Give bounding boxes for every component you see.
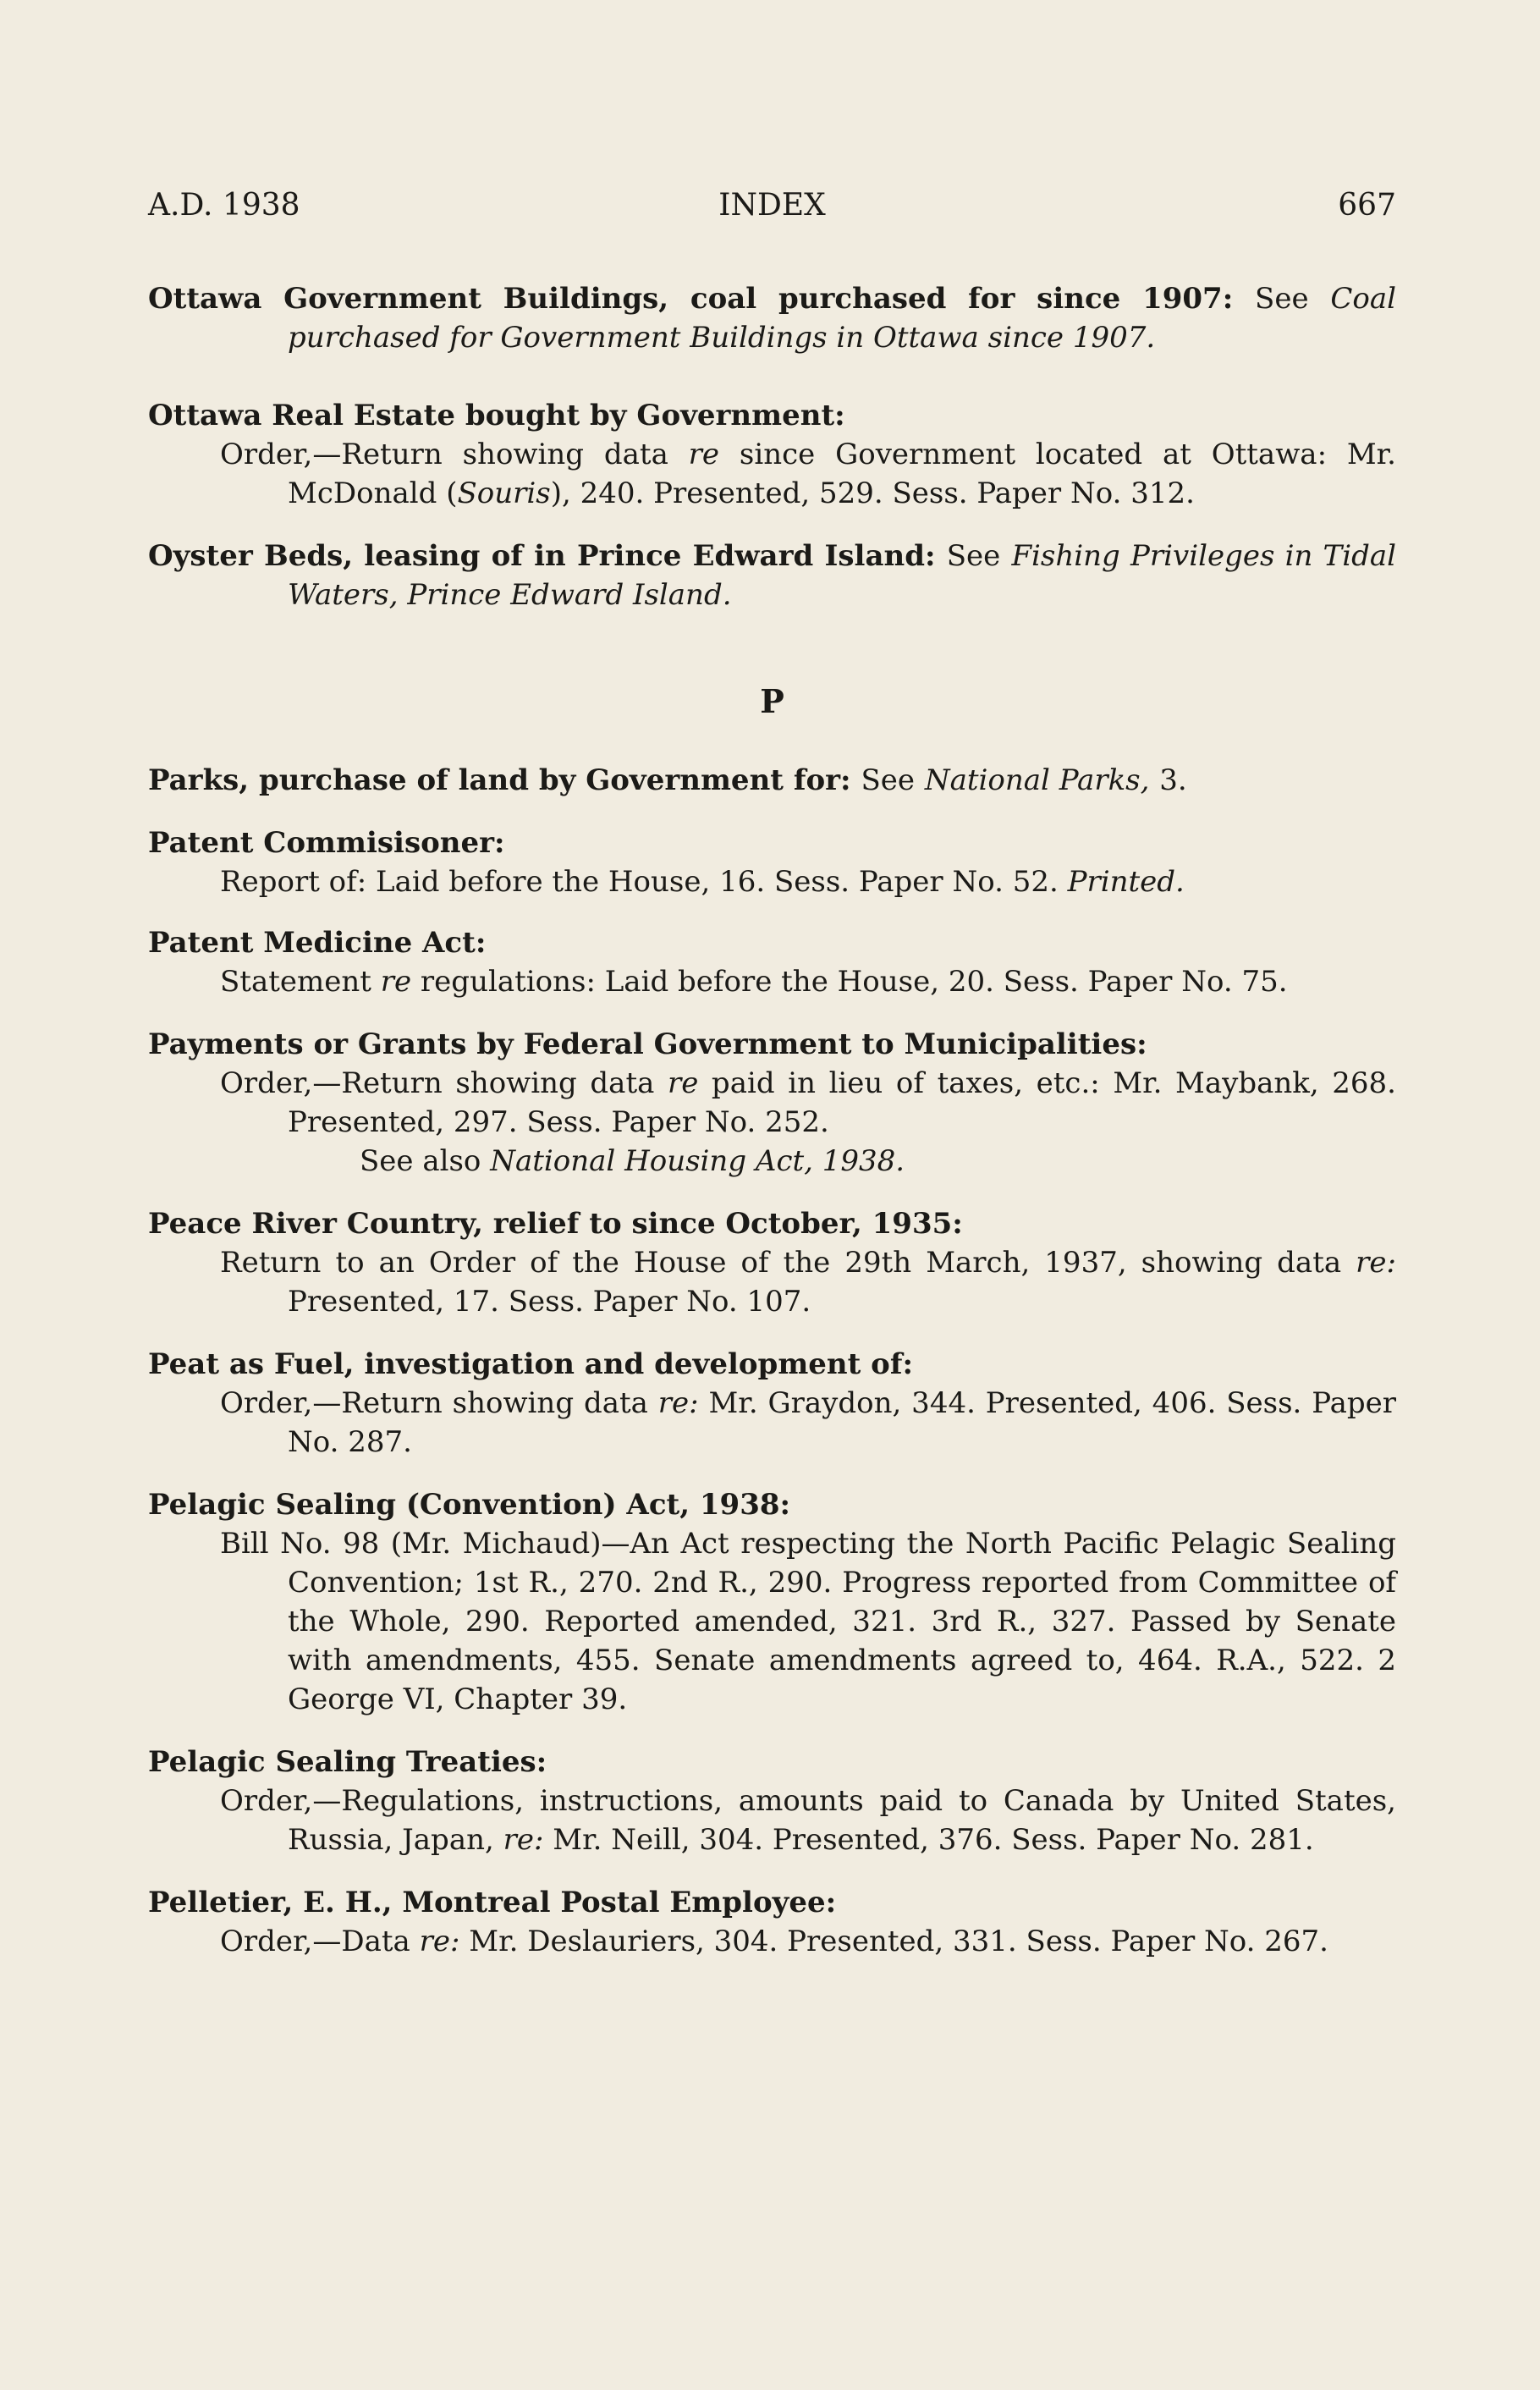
cross-reference: Coal purchased for Government Buildings in Ottawa since 1907. — [288, 282, 1396, 355]
detail-text: Order,—Return showing data — [220, 1066, 668, 1100]
index-entry-pelletier — [148, 1883, 1396, 1961]
page-number: 667 — [1338, 188, 1396, 223]
index-entry-pelagic-sealing-act — [148, 1485, 1396, 1719]
index-entry-pelagic-sealing-treaties — [148, 1743, 1396, 1859]
see-label: See — [1255, 282, 1309, 316]
cross-reference: National Parks, — [924, 763, 1150, 797]
entry-heading: Peat as Fuel, investigation and development of: — [148, 1347, 914, 1381]
detail-text: Mr. Neill, 304. Presented, 376. Sess. Paper No. 281. — [543, 1823, 1314, 1857]
entry-heading: Pelletier, E. H., Montreal Postal Employee: — [148, 1886, 837, 1919]
index-entry-patent-medicine-act — [148, 923, 1396, 1001]
index-entry-patent-commissioner — [148, 823, 1396, 901]
detail-text: Order,—Return showing data — [220, 1386, 658, 1420]
detail-italic: re: — [503, 1823, 544, 1857]
header-title: INDEX — [718, 188, 826, 223]
see-label: See — [946, 539, 1001, 573]
detail-text: Order,—Regulations, instructions, amounts paid to Canada by United States, Russia, Japan, — [220, 1784, 1396, 1857]
detail-text: Order,—Return showing data — [220, 438, 689, 471]
page-header — [148, 188, 1396, 230]
entry-detail — [148, 1064, 1396, 1142]
index-entry-peace-river-country — [148, 1204, 1396, 1321]
index-entry-ottawa-real-estate — [148, 396, 1396, 513]
detail-text: paid in lieu of taxes, etc.: Mr. Maybank, 268. Presented, 297. Sess. Paper No. 252. — [288, 1066, 1396, 1139]
see-also-label: See also — [360, 1144, 491, 1178]
entry-heading — [148, 279, 1396, 357]
detail-italic: re — [688, 438, 720, 471]
detail-text: regulations: Laid before the House, 20. Sess. Paper No. 75. — [411, 965, 1288, 999]
entry-heading — [148, 537, 1396, 614]
header-year: A.D. 1938 — [148, 188, 300, 223]
entry-heading: Patent Commisisoner: — [148, 826, 505, 860]
detail-text: Report of: Laid before the House, 16. Sess. Paper No. 52. — [220, 865, 1068, 899]
detail-italic: Printed. — [1067, 865, 1185, 899]
entry-heading — [148, 761, 1396, 800]
see-label: See — [861, 763, 915, 797]
detail-text: Return to an Order of the House of the 29th March, 1937, showing data — [220, 1246, 1356, 1280]
index-content — [148, 279, 1396, 1961]
entry-heading-text: Parks, purchase of land by Government for: — [148, 763, 851, 797]
entry-heading: Pelagic Sealing (Convention) Act, 1938: — [148, 1488, 791, 1522]
page-reference: 3. — [1159, 763, 1187, 797]
see-also — [148, 1142, 1396, 1181]
entry-heading: Patent Medicine Act: — [148, 926, 487, 960]
entry-detail — [148, 962, 1396, 1001]
entry-detail — [148, 435, 1396, 513]
detail-text: since Government located at Ottawa: Mr. McDonald ( — [288, 438, 1396, 510]
entry-detail — [148, 1243, 1396, 1321]
detail-italic: re: — [657, 1386, 699, 1420]
entry-detail — [148, 1384, 1396, 1462]
entry-heading: Ottawa Real Estate bought by Government: — [148, 399, 845, 432]
index-entry-parks — [148, 761, 1396, 800]
index-entry-peat-as-fuel — [148, 1345, 1396, 1462]
entry-detail — [148, 862, 1396, 901]
entry-heading: Payments or Grants by Federal Government to Municipalities: — [148, 1027, 1147, 1061]
cross-reference: National Housing Act, 1938. — [490, 1144, 905, 1178]
detail-text: Mr. Deslauriers, 304. Presented, 331. Sess. Paper No. 267. — [459, 1925, 1328, 1958]
entry-heading-text: Ottawa Government Buildings, coal purchased for since 1907: — [148, 282, 1234, 316]
index-entry-ottawa-government-buildings — [148, 279, 1396, 357]
cross-reference: Fishing Privileges in Tidal Waters, Prince Edward Island. — [288, 539, 1396, 612]
index-entry-payments-or-grants — [148, 1025, 1396, 1181]
detail-text: Statement — [220, 965, 381, 999]
detail-italic: re: — [1356, 1246, 1396, 1280]
entry-heading-text: Oyster Beds, leasing of in Prince Edward Island: — [148, 539, 936, 573]
index-entry-oyster-beds — [148, 537, 1396, 614]
detail-italic: re — [667, 1066, 699, 1100]
detail-italic: Souris — [457, 476, 551, 510]
entry-heading: Pelagic Sealing Treaties: — [148, 1745, 547, 1779]
detail-text: Mr. Graydon, 344. Presented, 406. Sess. Paper No. 287. — [288, 1386, 1396, 1459]
detail-text: Order,—Data — [220, 1925, 420, 1958]
entry-detail: Bill No. 98 (Mr. Michaud)—An Act respecting the North Pacific Pelagic Sealing Convention; 1st R., 270. 2nd R., 290. Progress reported from Committee of the Whole, 290. Reported amended, 321. 3rd R., 327. Passed by Senate with amendments, 455. Senate amendments agreed to, 464. R.A., 522. 2 George VI, Chapter 39. — [220, 1527, 1396, 1716]
detail-italic: re: — [419, 1925, 460, 1958]
entry-detail — [148, 1781, 1396, 1859]
detail-text: Presented, 17. Sess. Paper No. 107. — [288, 1285, 811, 1319]
entry-detail — [148, 1922, 1396, 1961]
detail-text: ), 240. Presented, 529. Sess. Paper No. 312. — [550, 476, 1195, 510]
section-letter: P — [760, 682, 784, 720]
detail-italic: re — [380, 965, 412, 999]
entry-heading: Peace River Country, relief to since October, 1935: — [148, 1207, 963, 1241]
